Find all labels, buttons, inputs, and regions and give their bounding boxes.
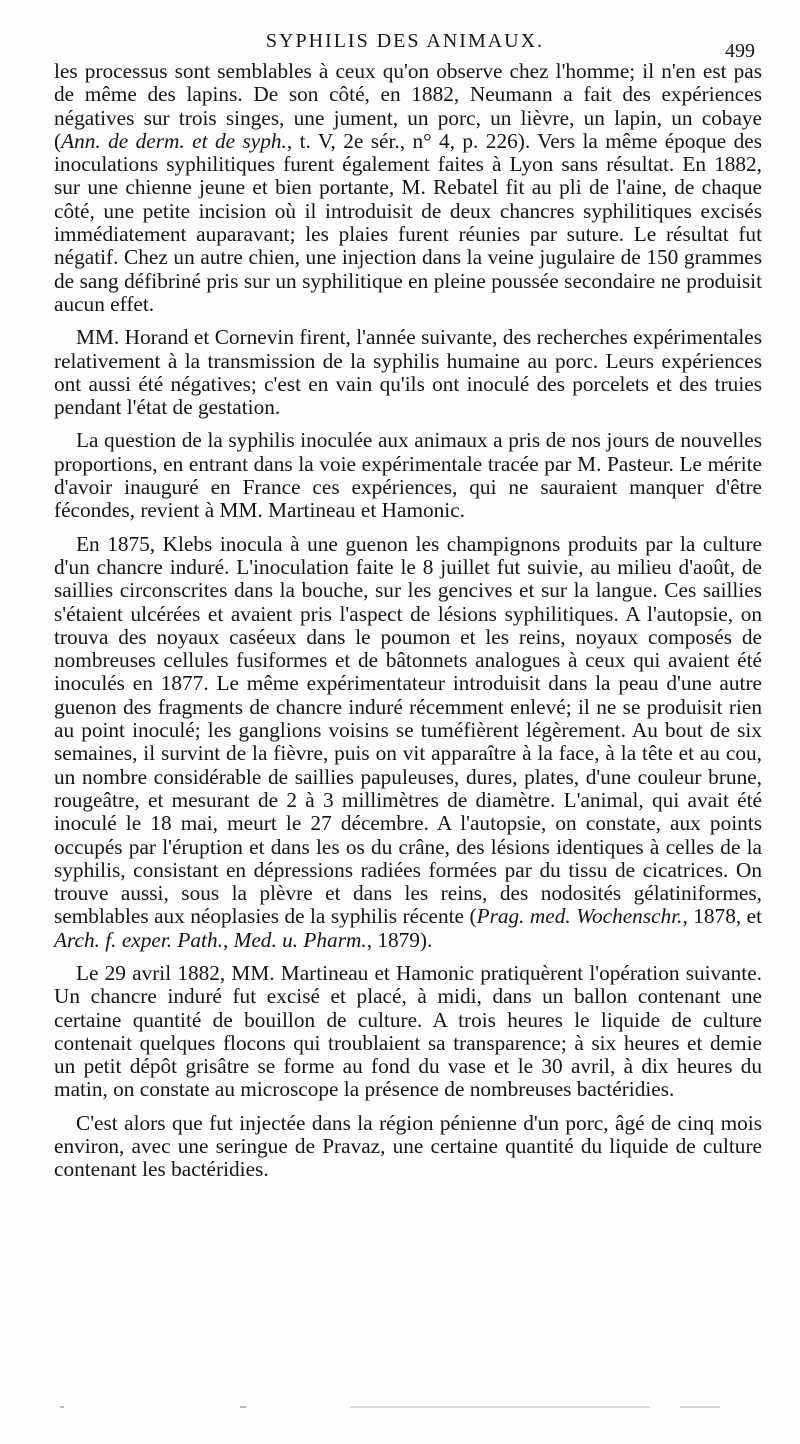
paragraph — [54, 60, 762, 316]
text-run: MM. Horand et Cornevin firent, l'année suivante, des recherches expérimentales relativement à la transmission de la syphilis humaine au porc. Leurs expériences ont aussi été négatives; c'est en vain qu'ils ont inoculé des porcelets et des truies pendant l'état de gestation. — [54, 325, 762, 420]
citation-italic: Ann. de derm. et de syph. — [61, 128, 287, 153]
text-run: La question de la syphilis inoculée aux animaux a pris de nos jours de nouvelles proportions, en entrant dans la voie expérimentale tracée par M. Pasteur. Le mérite d'avoir inauguré en France ces expériences, qui ne sauraient manquer d'être fécondes, revient à MM. Martineau et Hamonic. — [54, 428, 762, 523]
text-run: Le 29 avril 1882, MM. Martineau et Hamonic pratiquèrent l'opération suivante. Un chancre induré fut excisé et placé, à midi, dans un ballon contenant une certaine quantité de bouillon de culture. A trois heures le liquide de culture contenait quelques flocons qui troublaient sa transparence; à six heures et demie un petit dépôt grisâtre se forme au fond du vase et le 30 avril, à dix heures du matin, on constate au microscope la présence de nombreuses bactéridies. — [54, 960, 762, 1102]
citation-italic: Arch. f. exper. Path., Med. u. Pharm. — [54, 927, 367, 952]
text-run: En 1875, Klebs inocula à une guenon les champignons produits par la culture d'un chancre induré. L'inoculation faite le 8 juillet fut suivie, au milieu d'août, de saillies circonscrites dans la bouche, sur les gencives et sur la langue. Ces saillies s'étaient ulcérées et avaient pris l'aspect de lésions syphilitiques. A l'autopsie, on trouva des noyaux caséeux dans le poumon et les reins, noyaux composés de nombreuses cellules fusiformes et de bâtonnets analogues à ceux qui avaient été inoculés en 1877. Le même expérimentateur introduisit dans la peau d'une autre guenon des fragments de chancre induré récemment enlevé; il ne se produisit rien au point inoculé; les ganglions voisins se tuméfièrent légèrement. Au bout de six semaines, il survint de la fièvre, puis on vit apparaître à la face, à la tête et au cou, un nombre considérable de saillies papuleuses, dures, plates, d'une couleur brune, rougeâtre, et mesurant de 2 à 3 millimètres de diamètre. L'animal, qui avait été inoculé le 18 mai, meurt le 27 décembre. A l'autopsie, on constate, aux points occupés par l'éruption et dans les os du crâne, des lésions identiques à celles de la syphilis, consistant en dépressions radiées formées par du tissu de cicatrices. On trouve aussi, sous la plèvre et dans les reins, des nodosités gélatiniformes, semblables aux néoplasies de la syphilis récente ( — [54, 531, 762, 929]
text-run: les processus sont semblables à ceux qu'on observe chez l'homme; il n'en est pas de même des lapins. De son côté, en 1882, Neumann a fait des expériences négatives sur trois singes, une jument, un porc, un lièvre, un lapin, un cobaye ( — [54, 59, 762, 153]
footer-smudge — [60, 1404, 740, 1410]
paragraph — [54, 962, 762, 1102]
paragraph — [54, 429, 762, 522]
running-title: SYPHILIS DES ANIMAUX. — [265, 30, 545, 52]
paragraph — [54, 1112, 762, 1182]
body-text — [54, 60, 762, 1182]
paragraph — [54, 326, 762, 419]
text-run: , 1878, et — [682, 904, 762, 929]
text-run: , 1879). — [366, 927, 433, 952]
running-head — [60, 22, 755, 62]
page-number: 499 — [725, 40, 755, 62]
citation-italic: Prag. med. Wochenschr. — [476, 904, 683, 929]
text-run: C'est alors que fut injectée dans la région pénienne d'un porc, âgé de cinq mois environ, avec une seringue de Pravaz, une certaine quantité du liquide de culture contenant les bactéridies. — [54, 1110, 762, 1182]
paragraph — [54, 533, 762, 952]
text-run: , t. V, 2e sér., n° 4, p. 226). Vers la même époque des inoculations syphilitiques furent également faites à Lyon sans résultat. En 1882, sur une chienne jeune et bien portante, M. Rebatel fit au pli de l'aine, de chaque côté, une petite incision où il introduisit de deux chancres syphilitiques excisés immédiatement auparavant; les plaies furent réunies par suture. Le résultat fut négatif. Chez un autre chien, une injection dans la veine jugulaire de 150 grammes de sang défibriné pris sur un syphilitique en pleine poussée secondaire ne produisit aucun effet. — [54, 128, 762, 316]
